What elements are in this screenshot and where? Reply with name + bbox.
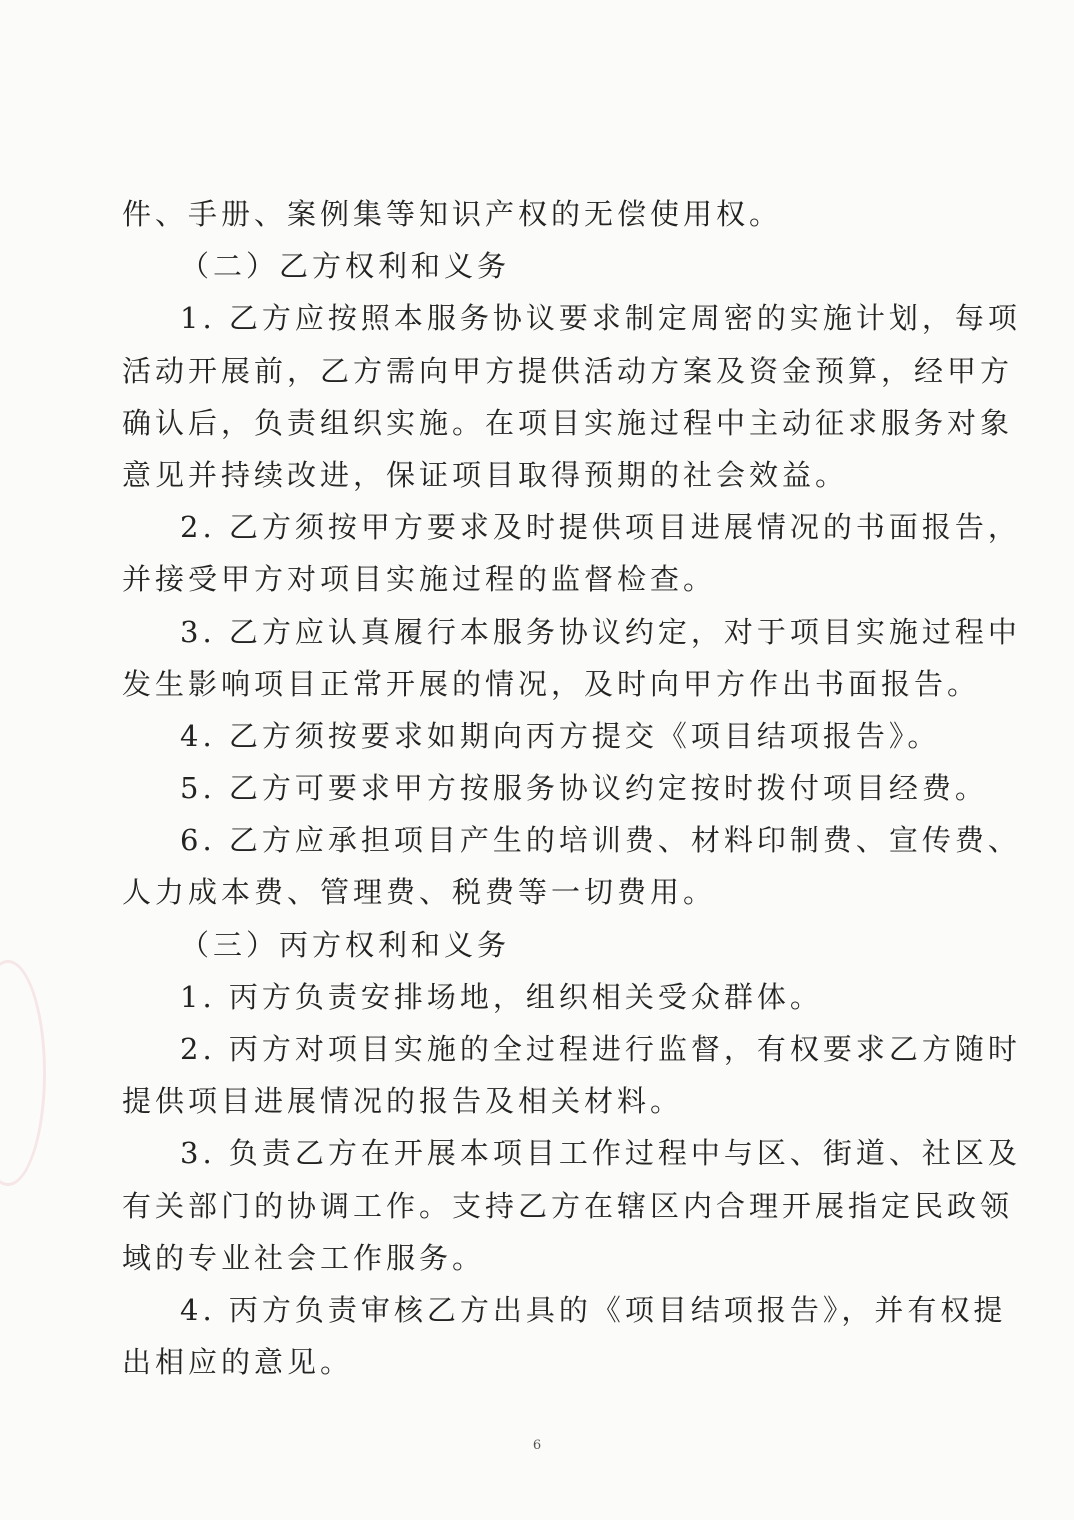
- body-line: 1. 乙方应按照本服务协议要求制定周密的实施计划，每项: [180, 301, 1021, 336]
- seal-mark: [0, 960, 46, 1186]
- body-line: 确认后，负责组织实施。在项目实施过程中主动征求服务对象: [122, 405, 1014, 440]
- body-line: 3. 乙方应认真履行本服务协议约定，对于项目实施过程中: [180, 614, 1021, 649]
- body-line: 3. 负责乙方在开展本项目工作过程中与区、街道、社区及: [180, 1136, 1021, 1171]
- body-line: 活动开展前，乙方需向甲方提供活动方案及资金预算，经甲方: [122, 353, 1014, 388]
- body-line: 有关部门的协调工作。支持乙方在辖区内合理开展指定民政领: [122, 1188, 1014, 1223]
- body-line: 5. 乙方可要求甲方按服务协议约定按时拨付项目经费。: [180, 771, 988, 806]
- body-line: 件、手册、案例集等知识产权的无偿使用权。: [122, 197, 783, 231]
- body-line: 出相应的意见。: [122, 1345, 354, 1380]
- document-body: [122, 188, 1021, 1388]
- section-heading-party-c: （三）丙方权利和义务: [180, 927, 511, 962]
- body-line: 并接受甲方对项目实施过程的监督检查。: [122, 562, 717, 597]
- body-line: 域的专业社会工作服务。: [122, 1240, 486, 1275]
- body-line: 人力成本费、管理费、税费等一切费用。: [122, 875, 717, 910]
- body-line: 4. 乙方须按要求如期向丙方提交《项目结项报告》。: [180, 718, 941, 753]
- section-heading-party-b: （二）乙方权利和义务: [180, 249, 511, 284]
- body-line: 提供项目进展情况的报告及相关材料。: [122, 1084, 684, 1119]
- body-line: 2. 乙方须按甲方要求及时提供项目进展情况的书面报告，: [180, 510, 1021, 545]
- body-line: 发生影响项目正常开展的情况，及时向甲方作出书面报告。: [122, 666, 981, 701]
- body-line: 意见并持续改进，保证项目取得预期的社会效益。: [122, 457, 849, 492]
- body-line: 2. 丙方对项目实施的全过程进行监督，有权要求乙方随时: [180, 1032, 1021, 1066]
- body-line: 1. 丙方负责安排场地，组织相关受众群体。: [180, 979, 823, 1014]
- body-line: 6. 乙方应承担项目产生的培训费、材料印制费、宣传费、: [180, 823, 1021, 858]
- body-line: 4. 丙方负责审核乙方出具的《项目结项报告》，并有权提: [180, 1292, 1007, 1327]
- page-number: 6: [532, 1438, 542, 1453]
